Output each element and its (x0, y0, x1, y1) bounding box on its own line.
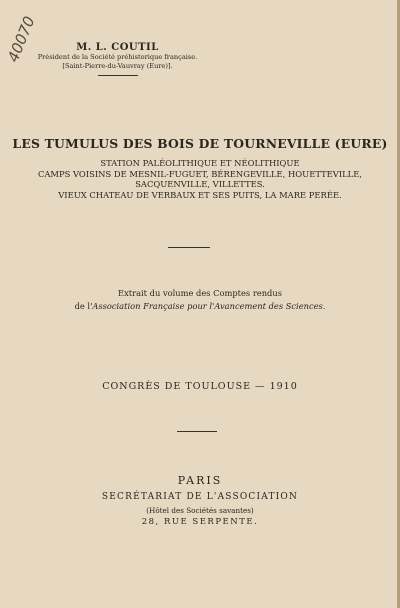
subtitle-block (0, 158, 400, 200)
author-divider (98, 75, 138, 76)
extrait-line-2 (0, 300, 400, 313)
section-divider (177, 431, 217, 432)
author-name: M. L. COUTIL (76, 42, 159, 53)
imprint-city: PARIS (177, 474, 223, 487)
association-name: Association Française pour l'Avancement des Sciences. (92, 301, 326, 311)
document-title: LES TUMULUS DES BOIS DE TOURNEVILLE (EURE) (12, 136, 388, 151)
subtitle-line: SACQUENVILLE, VILLETTES. (135, 179, 265, 189)
handwritten-catalog-number: 40070 (4, 13, 39, 65)
subtitle-line: CAMPS VOISINS DE MESNIL-FUGUET, BÉRENGEVILLE, HOUETTEVILLE, (37, 168, 363, 179)
extrait-line-1: Extrait du volume des Comptes rendus (118, 288, 282, 298)
congress-line: CONGRÈS DE TOULOUSE — 1910 (102, 381, 298, 392)
subtitle-line: STATION PALÉOLITHIQUE ET NÉOLITHIQUE (100, 158, 300, 168)
section-divider (168, 247, 210, 248)
subtitle-line: VIEUX CHATEAU DE VERBAUX ET SES PUITS, LA MARE PERÉE. (58, 189, 342, 200)
author-role: Président de la Société préhistorique française. (37, 53, 198, 61)
author-place: [Saint-Pierre-du-Vauvray (Eure)]. (62, 61, 173, 70)
imprint-hotel: (Hôtel des Sociétés savantes) (146, 506, 254, 515)
author-block (0, 42, 235, 76)
imprint-secretariat: SECRÉTARIAT DE L'ASSOCIATION (101, 492, 299, 502)
extrait-block (0, 287, 400, 313)
imprint-address: 28, RUE SERPENTE. (141, 517, 259, 527)
extrait-prefix: de l' (74, 301, 93, 311)
